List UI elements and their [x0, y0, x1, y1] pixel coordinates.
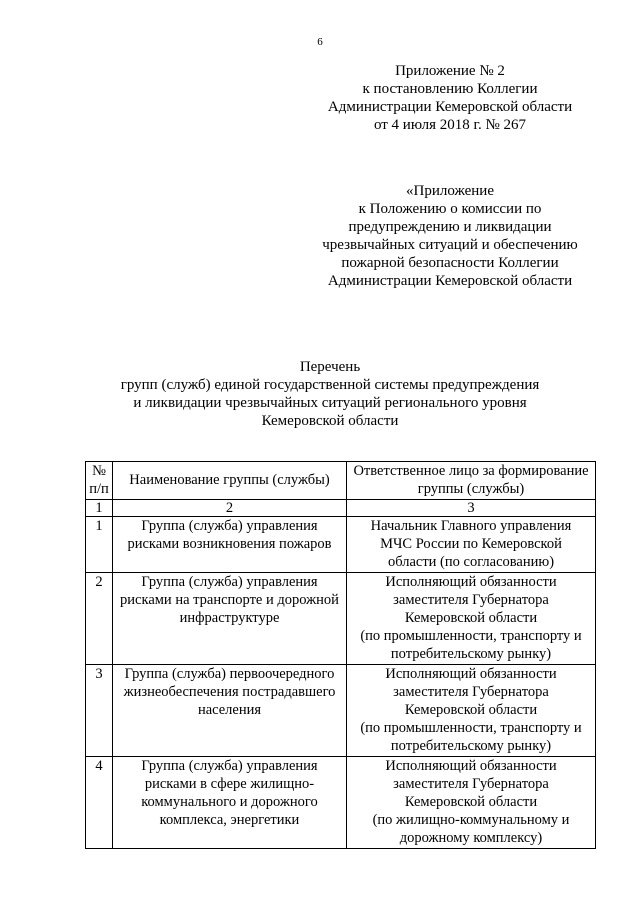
- cell-text: Исполняющий обязанности: [385, 574, 557, 590]
- responsible-cell: [347, 573, 596, 665]
- table-row: [86, 665, 596, 757]
- sub-appendix-line: к Положению о комиссии по: [358, 201, 542, 217]
- header-text: Наименование группы (службы): [129, 472, 330, 488]
- group-name-cell: [113, 665, 347, 757]
- appendix-header-line: Администрации Кемеровской области: [327, 99, 573, 115]
- cell-text: (по промышленности, транспорту и: [360, 628, 582, 644]
- sub-appendix-header: [300, 182, 600, 290]
- header-text: п/п: [89, 481, 109, 497]
- table-row: [86, 757, 596, 849]
- cell-text: Группа (служба) управления: [141, 758, 318, 774]
- cell-text: Группа (служба) первоочередного: [124, 666, 335, 682]
- table-header-row: [86, 462, 596, 500]
- cell-text: (по жилищно-коммунальному и: [372, 812, 570, 828]
- column-number-row: [86, 500, 596, 517]
- group-name-cell: [113, 757, 347, 849]
- cell-text: потребительскому рынку): [390, 646, 552, 662]
- header-text: №: [92, 463, 106, 479]
- appendix-header-line: от 4 июля 2018 г. № 267: [373, 117, 527, 133]
- cell-text: Группа (служба) управления: [141, 574, 318, 590]
- cell-text: рисками на транспорте и дорожной: [120, 592, 339, 608]
- cell-text: коммунального и дорожного: [141, 794, 318, 810]
- column-number: 2: [113, 500, 347, 517]
- header-text: группы (службы): [417, 481, 525, 497]
- row-number: 1: [86, 517, 113, 573]
- header-group-name: [113, 462, 347, 500]
- title-line: Перечень: [299, 359, 361, 375]
- appendix-header: [300, 62, 600, 134]
- cell-text: комплекса, энергетики: [159, 812, 300, 828]
- groups-table: [85, 461, 596, 849]
- cell-text: населения: [197, 702, 262, 718]
- cell-text: МЧС России по Кемеровской: [380, 536, 562, 552]
- cell-text: Кемеровской области: [404, 794, 538, 810]
- page-number: 6: [317, 36, 323, 48]
- cell-text: Группа (служба) управления: [141, 518, 318, 534]
- responsible-cell: [347, 517, 596, 573]
- responsible-cell: [347, 665, 596, 757]
- row-number: 3: [86, 665, 113, 757]
- column-number: 3: [347, 500, 596, 517]
- sub-appendix-line: пожарной безопасности Коллегии: [341, 255, 559, 271]
- cell-text: области (по согласованию): [387, 554, 555, 570]
- cell-text: Исполняющий обязанности: [385, 666, 557, 682]
- cell-text: заместителя Губернатора: [393, 592, 549, 608]
- cell-text: Кемеровской области: [404, 702, 538, 718]
- cell-text: заместителя Губернатора: [393, 684, 549, 700]
- header-responsible: [347, 462, 596, 500]
- sub-appendix-line: чрезвычайных ситуаций и обеспечению: [322, 237, 578, 253]
- responsible-cell: [347, 757, 596, 849]
- cell-text: Начальник Главного управления: [370, 518, 572, 534]
- group-name-cell: [113, 517, 347, 573]
- sub-appendix-line: предупреждению и ликвидации: [348, 219, 552, 235]
- table-row: [86, 573, 596, 665]
- sub-appendix-line: Администрации Кемеровской области: [327, 273, 573, 289]
- cell-text: дорожному комплексу): [399, 830, 543, 846]
- cell-text: потребительскому рынку): [390, 738, 552, 754]
- appendix-header-line: Приложение № 2: [395, 63, 505, 79]
- cell-text: инфраструктуре: [179, 610, 280, 626]
- group-name-cell: [113, 573, 347, 665]
- sub-appendix-line: «Приложение: [405, 183, 494, 199]
- row-number: 4: [86, 757, 113, 849]
- title-line: Кемеровской области: [261, 413, 399, 429]
- cell-text: Исполняющий обязанности: [385, 758, 557, 774]
- cell-text: рисками в сфере жилищно-: [144, 776, 315, 792]
- document-title: [60, 358, 600, 430]
- column-number: 1: [86, 500, 113, 517]
- cell-text: заместителя Губернатора: [393, 776, 549, 792]
- appendix-header-line: к постановлению Коллегии: [362, 81, 538, 97]
- header-text: Ответственное лицо за формирование: [353, 463, 589, 479]
- cell-text: жизнеобеспечения пострадавшего: [123, 684, 336, 700]
- header-number: [86, 462, 113, 500]
- title-line: и ликвидации чрезвычайных ситуаций регионального уровня: [133, 395, 527, 411]
- row-number: 2: [86, 573, 113, 665]
- cell-text: рисками возникновения пожаров: [127, 536, 332, 552]
- table-row: [86, 517, 596, 573]
- cell-text: (по промышленности, транспорту и: [360, 720, 582, 736]
- cell-text: Кемеровской области: [404, 610, 538, 626]
- title-line: групп (служб) единой государственной системы предупреждения: [120, 377, 540, 393]
